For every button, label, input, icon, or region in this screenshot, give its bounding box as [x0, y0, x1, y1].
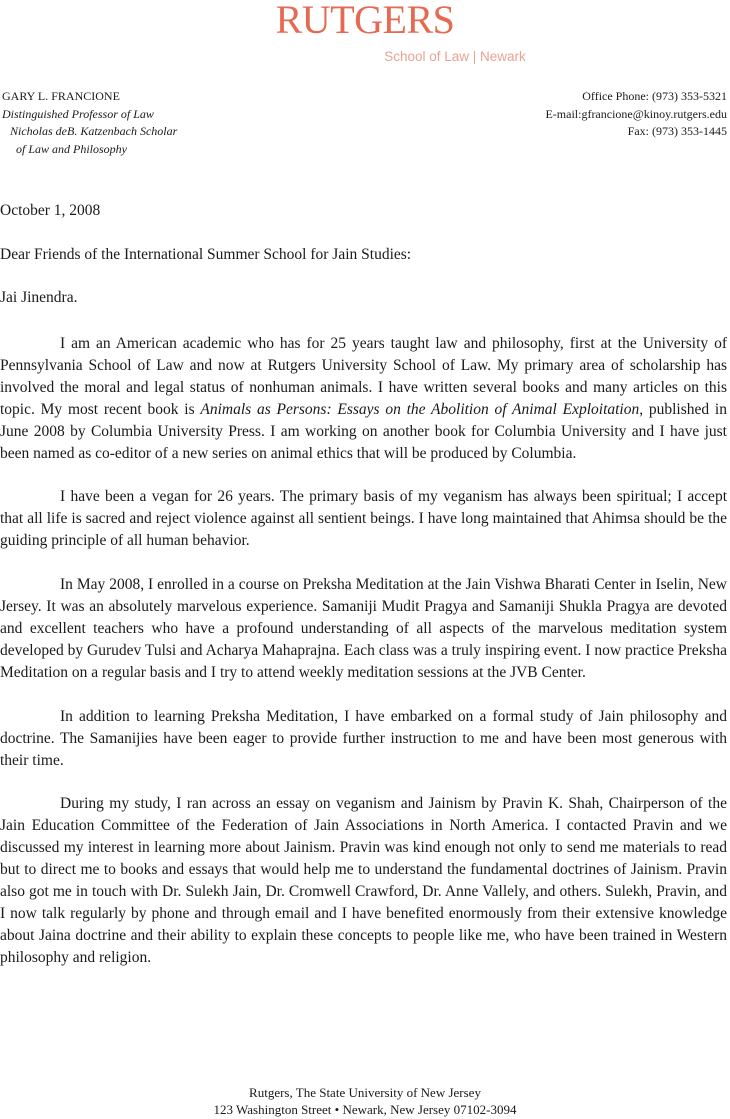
letterhead-footer [0, 1084, 730, 1118]
sender-title: Distinguished Professor of Law [2, 106, 154, 121]
university-address: 123 Washington Street • Newark, New Jersey 07102-3094 [213, 1102, 517, 1117]
salutation: Dear Friends of the International Summer School for Jain Studies: [0, 246, 412, 263]
sender-name: GARY L. FRANCIONE [2, 89, 120, 103]
sender-block [2, 88, 177, 158]
fax-number: Fax: (973) 353-1445 [627, 124, 727, 138]
body-paragraph: I have been a vegan for 26 years. The primary basis of my veganism has always been spiritual; I accept that all life is sacred and reject violence against all sentient beings. I have long maintained that Ahimsa should be the guiding principle of all human behavior. [0, 488, 727, 550]
book-title: Animals as Persons: Essays on the Abolition of Animal Exploitation [200, 400, 640, 418]
sender-title: of Law and Philosophy [16, 141, 128, 156]
university-name: Rutgers, The State University of New Jersey [249, 1085, 481, 1100]
letter-date: October 1, 2008 [0, 202, 101, 219]
body-paragraph: In addition to learning Preksha Meditation, I have embarked on a formal study of Jain philosophy and doctrine. The Samanijies have been eager to provide further instruction to me and have been most generous with their time. [0, 707, 727, 769]
paragraph-text: , published in June 2008 by Columbia University Press. I am working on another book for Columbia University and I have just been named as co-editor of a new series on animal ethics that will be produced by Columbia. [0, 400, 727, 462]
body-paragraph: During my study, I ran across an essay on veganism and Jainism by Pravin K. Shah, Chairperson of the Jain Education Committee of the Federation of Jain Associations in North America. I contacted Pravin and we discussed my interest in learning more about Jainism. Pravin was kind enough not only to send me materials to read but to direct me to books and essays that would help me to understand the fundamental doctrines of Jainism. Pravin also got me in touch with Dr. Sulekh Jain, Dr. Cromwell Crawford, Dr. Anne Vallely, and others. Sulekh, Pravin, and I now talk regularly by phone and through email and I have benefited enormously from their extensive knowledge about Jaina doctrine and their ability to explain these concepts to people like me, who have been trained in Western philosophy and religion. [0, 795, 727, 966]
school-of-law-subtitle: School of Law | Newark [384, 49, 526, 64]
body-paragraph [0, 333, 727, 464]
paragraph-text: I am an American academic who has for 25 years taught law and philosophy, first at the University of Pennsylvania School of Law and now at Rutgers University School of Law. My primary area of scholarship has involved the moral and legal status of nonhuman animals. I have written several books and many articles on this topic. My most recent book is [0, 335, 727, 418]
contact-block [545, 88, 727, 141]
email-address: E-mail:gfrancione@kinoy.rutgers.edu [545, 106, 727, 121]
letter-body [0, 333, 727, 991]
greeting: Jai Jinendra. [0, 289, 78, 306]
rutgers-wordmark: RUTGERS [275, 0, 455, 42]
sender-title: Nicholas deB. Katzenbach Scholar [10, 124, 178, 138]
body-paragraph: In May 2008, I enrolled in a course on Preksha Meditation at the Jain Vishwa Bharati Center in Iselin, New Jersey. It was an absolutely marvelous experience. Samaniji Mudit Pragya and Samaniji Shukla Pragya are devoted and excellent teachers who have a profound understanding of all aspects of the marvelous meditation system developed by Gurudev Tulsi and Acharya Mahaprajna. Each class was a truly inspiring event. I now practice Preksha Meditation on a regular basis and I try to attend weekly meditation sessions at the JVB Center. [0, 576, 727, 681]
office-phone: Office Phone: (973) 353-5321 [582, 89, 727, 103]
